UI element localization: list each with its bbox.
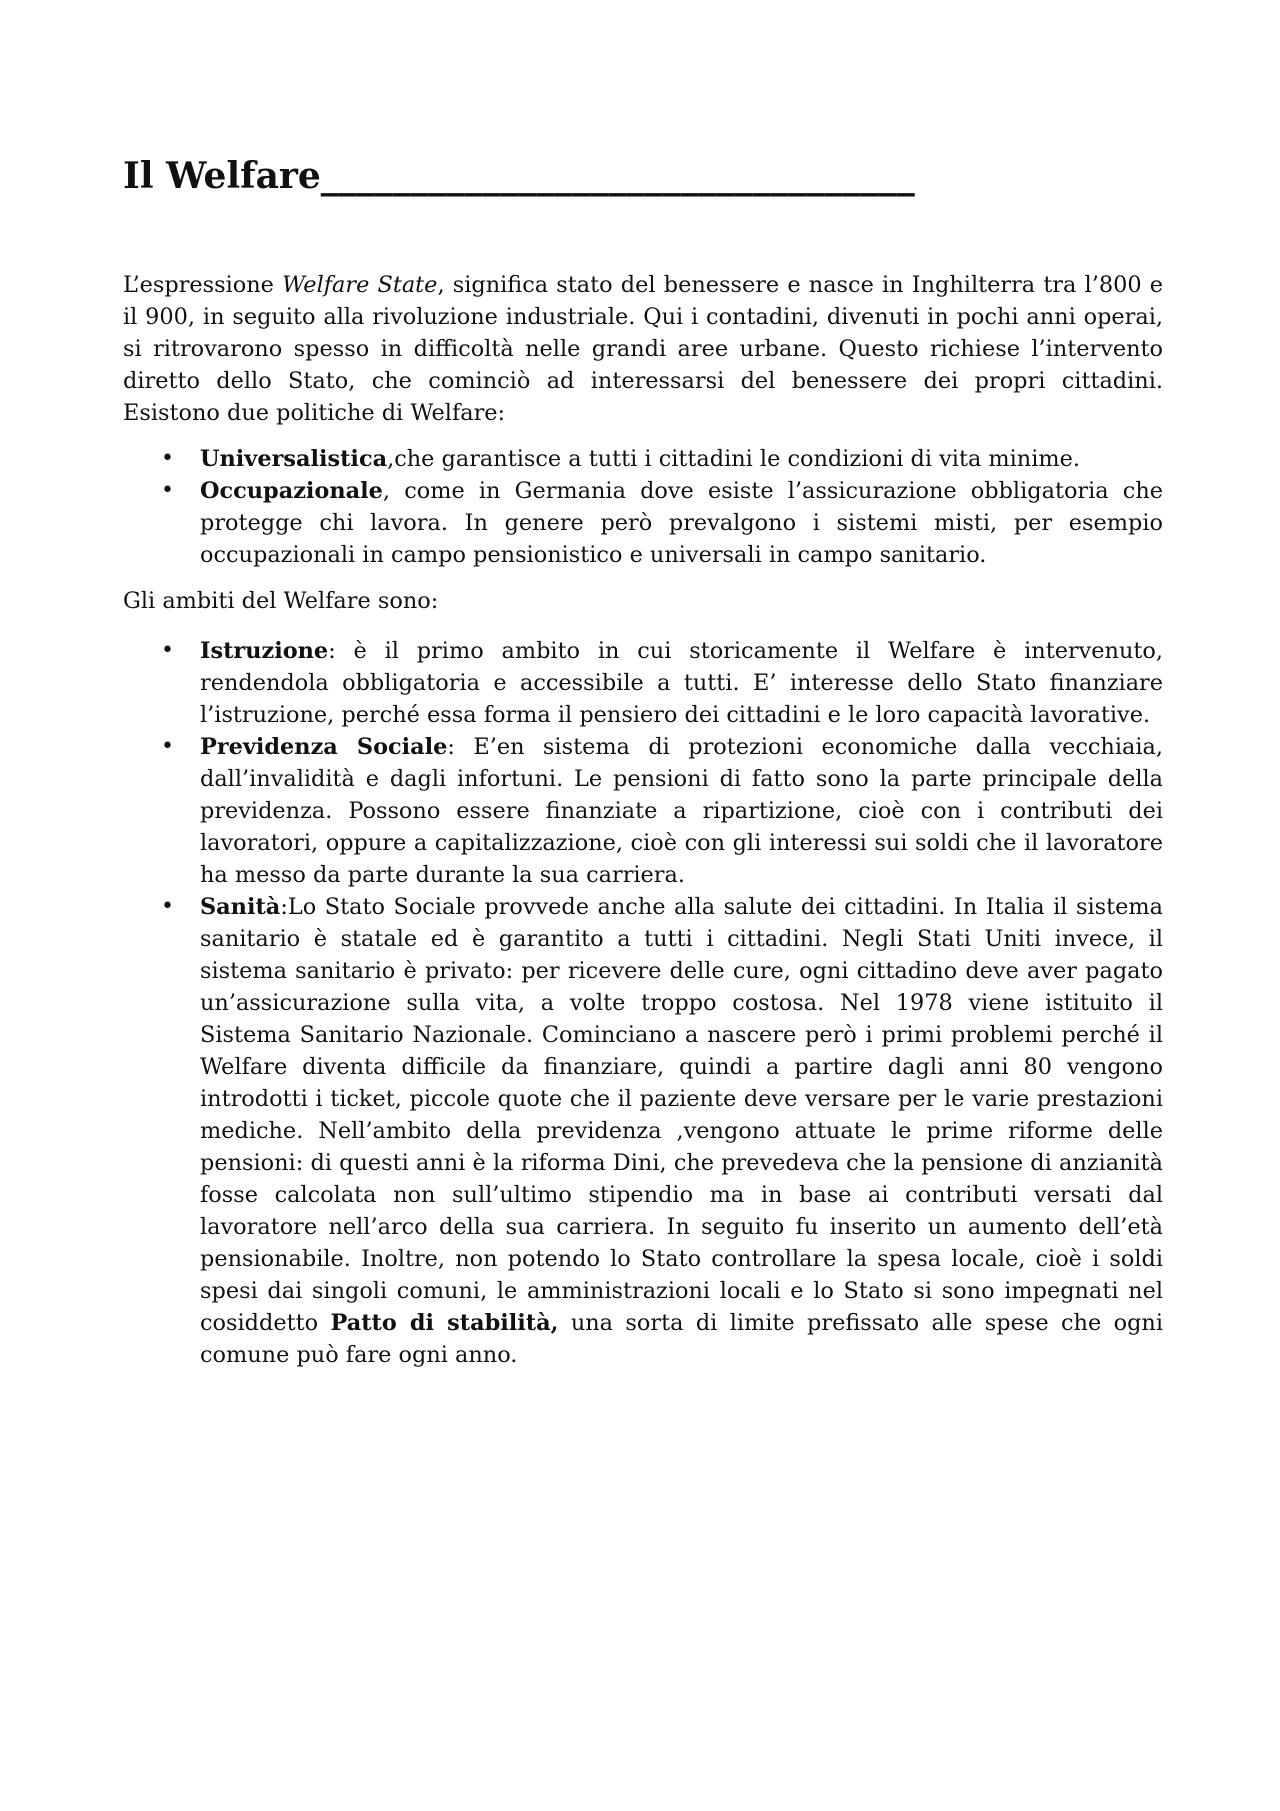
list-item bbox=[161, 731, 1163, 891]
list-item bbox=[161, 891, 1164, 1371]
intro-paragraph bbox=[123, 269, 1163, 429]
areas-intro: Gli ambiti del Welfare sono: bbox=[123, 588, 439, 614]
area-text: : E’en sistema di protezioni economiche dalla vecchiaia, dall’invalidità e dagli infortuni. Le pensioni di fatto sono la parte principale della previdenza. Possono essere finanziate a ripartizione, cioè con i contributi dei lavoratori, oppure a capitalizzazione, cioè con gli interessi sui soldi che il lavoratore ha messo da parte durante la sua carriera. bbox=[200, 734, 1163, 888]
page-title: Il Welfare_________________________________ bbox=[123, 155, 915, 197]
area-label: Sanità bbox=[200, 894, 281, 920]
bullet-icon: • bbox=[161, 734, 174, 759]
intro-prefix: L’espressione bbox=[123, 272, 283, 298]
area-text-end: una sorta di limite prefissato alle spese che ogni comune può fare ogni anno. bbox=[200, 1310, 1164, 1368]
bullet-icon: • bbox=[161, 638, 174, 663]
list-item bbox=[161, 443, 1163, 475]
intro-italic-term: Welfare State bbox=[282, 272, 438, 298]
bullet-icon: • bbox=[161, 894, 174, 919]
policies-list bbox=[123, 443, 1163, 571]
bullet-icon: • bbox=[161, 478, 174, 503]
list-item bbox=[161, 475, 1163, 571]
list-item bbox=[161, 635, 1163, 731]
area-bold-term: Patto di stabilità, bbox=[330, 1310, 559, 1336]
bullet-icon: • bbox=[161, 446, 174, 471]
policy-text: , come in Germania dove esiste l’assicurazione obbligatoria che protegge chi lavora. In genere però prevalgono i sistemi misti, per esempio occupazionali in campo pensionistico e universali in campo sanitario. bbox=[200, 478, 1163, 568]
policy-label: Occupazionale bbox=[200, 478, 383, 504]
intro-rest: , significa stato del benessere e nasce in Inghilterra tra l’800 e il 900, in seguito alla rivoluzione industriale. Qui i contadini, divenuti in pochi anni operai, si ritrovarono spesso in difficoltà nelle grandi aree urbane. Questo richiese l’intervento diretto dello Stato, che cominciò ad interessarsi del benessere dei propri cittadini. Esistono due politiche di Welfare: bbox=[123, 272, 1163, 426]
area-text: : è il primo ambito in cui storicamente il Welfare è intervenuto, rendendola obbligatoria e accessibile a tutti. E’ interesse dello Stato finanziare l’istruzione, perché essa forma il pensiero dei cittadini e le loro capacità lavorative. bbox=[200, 638, 1163, 728]
policy-label: Universalistica bbox=[200, 446, 388, 472]
document-page bbox=[123, 150, 1163, 1385]
policy-text: ,che garantisce a tutti i cittadini le condizioni di vita minime. bbox=[387, 446, 1080, 472]
area-label: Istruzione bbox=[200, 638, 329, 664]
areas-list bbox=[123, 635, 1163, 1371]
area-text: :Lo Stato Sociale provvede anche alla salute dei cittadini. In Italia il sistema sanitario è statale ed è garantito a tutti i cittadini. Negli Stati Uniti invece, il sistema sanitario è privato: per ricevere delle cure, ogni cittadino deve aver pagato un’assicurazione sulla vita, a volte troppo costosa. Nel 1978 viene istituito il Sistema Sanitario Nazionale. Cominciano a nascere però i primi problemi perché il Welfare diventa difficile da finanziare, quindi a partire dagli anni 80 vengono introdotti i ticket, piccole quote che il paziente deve versare per le varie prestazioni mediche. Nell’ambito della previdenza ,vengono attuate le prime riforme delle pensioni: di questi anni è la riforma Dini, che prevedeva che la pensione di anzianità fosse calcolata non sull’ultimo stipendio ma in base ai contributi versati dal lavoratore nell’arco della sua carriera. In seguito fu inserito un aumento dell’età pensionabile. Inoltre, non potendo lo Stato controllare la spesa locale, cioè i soldi spesi dai singoli comuni, le amministrazioni locali e lo Stato si sono impegnati nel cosiddetto bbox=[200, 894, 1163, 1336]
area-label: Previdenza Sociale bbox=[200, 734, 448, 760]
